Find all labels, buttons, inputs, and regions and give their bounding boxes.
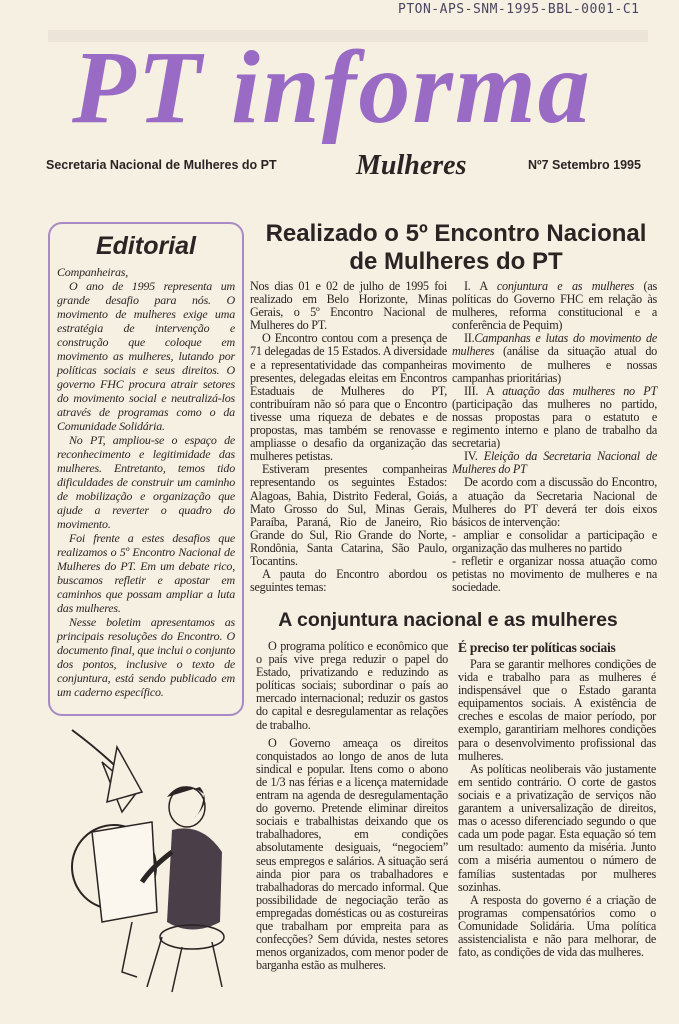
topic-title: Eleição da Secretaria Nacional de Mulheres do PT: [452, 449, 658, 477]
topic-title: atuação das mulheres no PT: [502, 383, 657, 398]
paragraph: O Governo ameaça os direitos conquistados ao longo de anos de luta sindical e popular. Itens como o abono de 1/3 nas férias e a licença maternidade entram na agenda de desregulamentação do governo. Pretende eliminar direitos sociais e trabalhistas deixando que os trabalhadores, em condições absolutamente desiguais, “negociem” seus empregos e salários. A situação será ainda pior para os trabalhadores e trabalhadoras do mercado informal. Que possibilidade de negociação terão as empregadas domésticas ou as costureiras que trabalham por empreita para as confecções? Sem dúvida, nestes setores menos organizados, com menor poder de barganha estão as mulheres.: [256, 735, 448, 973]
topic-title: conjuntura e as mulheres: [496, 279, 635, 293]
agenda-topic: [452, 332, 657, 384]
bullet-item: - ampliar e consolidar a participação e organização das mulheres no partido: [452, 527, 657, 555]
topic-number: I. A: [464, 279, 488, 293]
article-title: Realizado o 5º Encontro Nacional de Mulheres do PT: [265, 220, 647, 275]
paragraph: De acordo com a discussão do Encontro, a atuação da Secretaria Nacional de Mulheres do PT deverá ter dois eixos básicos de intervenção:: [452, 475, 657, 529]
masthead-title: PT informa: [72, 30, 592, 145]
paragraph: Para se garantir melhores condições de vida e trabalho para as mulheres é indispensável que o Estado garanta equipamentos sociais. A existência de creches e escolas de maior período, por exemplo, garantiriam melhores condições para o desenvolvimento profissional das mulheres.: [458, 657, 656, 763]
agenda-topic: [452, 280, 657, 332]
topic-number: II.: [464, 331, 475, 346]
issue-number-date: Nº7 Setembro 1995: [528, 158, 641, 172]
agenda-topic: [452, 385, 657, 450]
article-column: [452, 280, 657, 594]
topic-number: IV.: [464, 449, 478, 464]
paragraph: Nos dias 01 e 02 de julho de 1995 foi realizado em Belo Horizonte, Minas Gerais, o 5º Encontro Nacional de Mulheres do PT.: [250, 279, 447, 333]
topic-desc: (análise da situação atual do movimento de mulheres e nossas campanhas prioritárias): [452, 344, 658, 385]
paragraph: A pauta do Encontro abordou os seguintes temas:: [250, 567, 447, 595]
masthead-subtitle: Secretaria Nacional de Mulheres do PT: [46, 158, 277, 172]
topic-number: III. A: [464, 383, 494, 398]
bullet-item: - refletir e organizar nossa atuação como petistas no movimento de mulheres e na sociedade.: [452, 553, 657, 595]
editorial-box: [48, 222, 244, 716]
topic-desc: (participação das mulheres no partido, nossas propostas para o estatuto e regimento interno e plano de trabalho da secretaria): [452, 396, 657, 451]
subheading: É preciso ter políticas sociais: [458, 640, 616, 655]
paragraph: Estiveram presentes companheiras representando os seguintes Estados: Alagoas, Bahia, Distrito Federal, Goiás, Mato Grosso do Sul, Minas Gerais, Paraíba, Paraná, Rio de Janeiro, Rio Grande do Sul, Rio Grande do Norte, Rondônia, Santa Catarina, São Paulo, Tocantins.: [250, 462, 447, 568]
paragraph: As políticas neoliberais vão justamente em sentido contrário. O corte de gastos sociais e a privatização de serviços não garantem a universalização de direitos, mas o acesso diferenciado segundo o que cada um pode pagar. Esta equação só tem um resultado: aumento da miséria. Junto com a miséria aumentou o número de famílias sustentadas por mulheres sozinhas.: [458, 761, 656, 894]
editorial-paragraph: Foi frente a estes desafios que realizamos o 5º Encontro Nacional de Mulheres do PT. Em um debate rico, buscamos refletir e apostar em caminhos que possam ampliar a luta das mulheres.: [57, 531, 235, 615]
editorial-paragraph: Nesse boletim apresentamos as principais resoluções do Encontro. O documento final, que inclui o conjunto dos pontos, inclusive o texto de conjuntura, está sendo publicado em um caderno específico.: [57, 615, 235, 699]
editorial-heading: Editorial: [95, 232, 196, 260]
paragraph: A resposta do governo é a criação de programas compensatórios como o Comunidade Solidária. Uma política assistencialista e não para melhorar, de fato, as condições de vida das mulheres.: [458, 892, 656, 960]
editorial-paragraph: Companheiras,: [57, 265, 129, 279]
paragraph: O Encontro contou com a presença de 71 delegadas de 15 Estados. A diversidade e a representatividade das companheiras presentes, delegadas eleitas em Encontros Estaduais de Mulheres do PT, contribuíram não só para que o Encontro tivesse uma riqueza de debates e de propostas, mas também se renovasse e ampliasse o desafio da organização das mulheres petistas.: [250, 331, 447, 464]
article-column: [256, 640, 448, 972]
editorial-paragraph: O ano de 1995 representa um grande desafio para nós. O movimento de mulheres exige uma estratégia de intervenção e construção que coloque em movimento as mulheres, lutando por políticas sociais e seus direitos. O governo FHC procura atrair setores do movimento social e neutralizá-los através de programas como o da Comunidade Solidária.: [57, 279, 235, 433]
editorial-paragraph: No PT, ampliou-se o espaço de reconhecimento e legitimidade das mulheres. Entretanto, temos tido dificuldades de construir um caminho de mobilização e organização que ajude a reverter o quadro do movimento.: [57, 433, 235, 531]
topic-desc: (as políticas do Governo FHC em relação às mulheres, reforma constitucional e a conferência de Pequim): [452, 279, 657, 333]
archive-code-handwritten: PTON-APS-SNM-1995-BBL-0001-C1: [398, 2, 640, 17]
woman-with-lamp-illustration: [62, 722, 232, 997]
article-column: [250, 280, 447, 594]
topic-title: Campanhas e lutas do movimento de mulheres: [452, 331, 657, 359]
section-title: A conjuntura nacional e as mulheres: [278, 609, 618, 631]
article-column: [458, 640, 656, 959]
paragraph: O programa político e econômico que o país vive prega reduzir o papel do Estado, privatizando e reduzindo as políticas sociais; subordinar o país ao mercado internacional; reduzir os gastos do capital e desregulamentar as relações de trabalho.: [256, 639, 448, 732]
agenda-topic: [452, 450, 657, 476]
masthead-script-logo: Mulheres: [356, 150, 467, 181]
